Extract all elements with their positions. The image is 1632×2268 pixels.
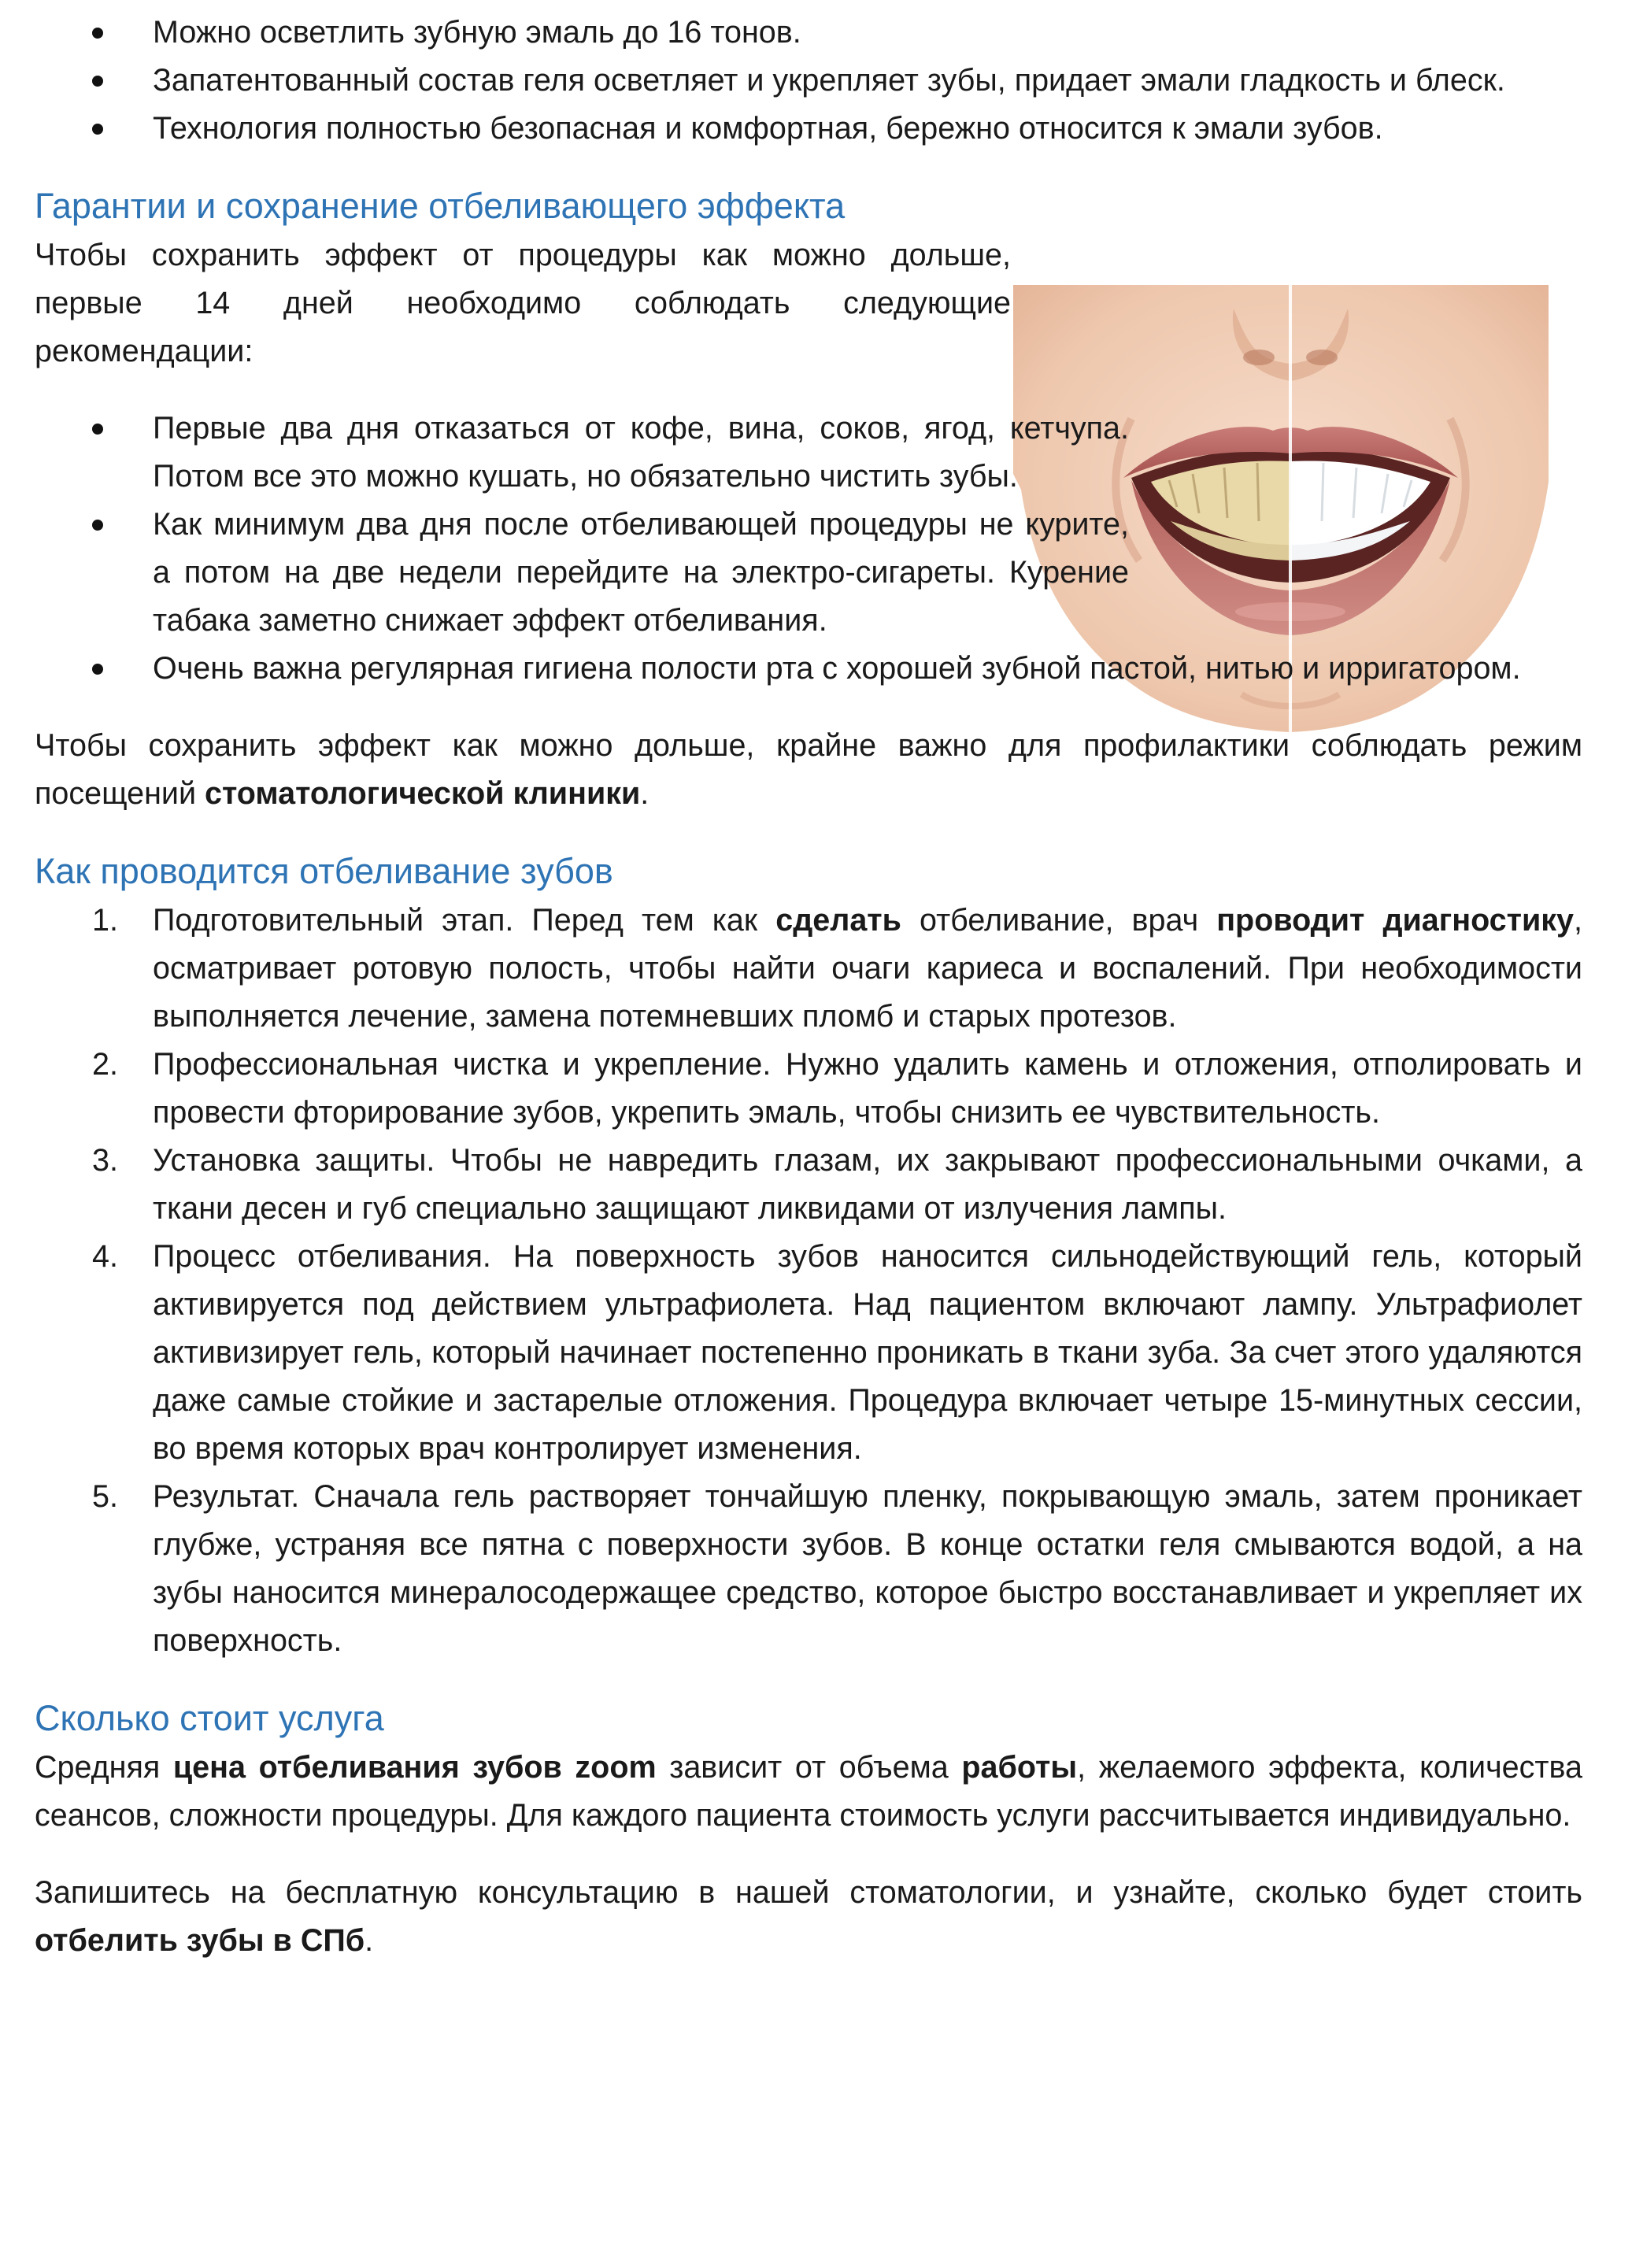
list-item: Запатентованный состав геля осветляет и укрепляет зубы, придает эмали гладкость и блеск. xyxy=(35,57,1582,105)
step-number: 3. xyxy=(92,1143,118,1178)
section-heading-price: Сколько стоит услуга xyxy=(35,1698,384,1738)
bullet-icon xyxy=(92,424,103,435)
list-item: Как минимум два дня после отбеливающей процедуры не курите, а потом на две недели перейдите на электро-сигареты. Курение табака заметно снижает эффект отбеливания. xyxy=(35,501,1129,645)
section-heading-process: Как проводится отбеливание зубов xyxy=(35,851,613,891)
list-item: 2. Профессиональная чистка и укрепление. Нужно удалить камень и отложения, отполировать и провести фторирование зубов, укрепить эмаль, чтобы снизить ее чувствительность. xyxy=(35,1041,1582,1137)
bullet-icon xyxy=(92,124,103,135)
bullet-icon xyxy=(92,28,103,39)
step-number: 4. xyxy=(92,1239,118,1274)
document-page xyxy=(35,0,1582,1965)
step-number: 1. xyxy=(92,903,118,938)
list-item: 5. Результат. Сначала гель растворяет тончайшую пленку, покрывающую эмаль, затем проникает глубже, устраняя все пятна с поверхности зубов. В конце остатки геля смываются водой, а на зубы наносится минералосодержащее средство, которое быстро восстанавливает и укрепляет их поверхность. xyxy=(35,1473,1582,1665)
step-number: 5. xyxy=(92,1479,118,1514)
bullet-icon xyxy=(92,664,103,675)
list-item: Первые два дня отказаться от кофе, вина, соков, ягод, кетчупа. Потом все это можно кушать, но обязательно чистить зубы. xyxy=(35,405,1129,501)
list-item: Можно осветлить зубную эмаль до 16 тонов. xyxy=(35,9,1582,57)
whitening-spb-link-text: отбелить зубы в СПб xyxy=(35,1923,365,1958)
intro-bullet-list xyxy=(35,9,1582,153)
list-item: 1. Подготовительный этап. Перед тем как сделать отбеливание, врач проводит диагностику, осматривает ротовую полость, чтобы найти очаги кариеса и воспалений. При необходимости выполняется лечение, замена потемневших пломб и старых протезов. xyxy=(35,897,1582,1041)
guarantee-bullet-list xyxy=(35,405,1582,693)
bullet-icon xyxy=(92,76,103,87)
price-paragraph: Средняя цена отбеливания зубов zoom зависит от объема работы, желаемого эффекта, количества сеансов, сложности процедуры. Для каждого пациента стоимость услуги рассчитывается индивидуально. xyxy=(35,1750,1582,1833)
bullet-icon xyxy=(92,520,103,531)
step-number: 2. xyxy=(92,1047,118,1082)
list-item: Технология полностью безопасная и комфортная, бережно относится к эмали зубов. xyxy=(35,105,1582,153)
list-item: Очень важна регулярная гигиена полости рта с хорошей зубной пастой, нитью и ирригатором. xyxy=(35,645,1582,693)
consultation-paragraph: Запишитесь на бесплатную консультацию в нашей стоматологии, и узнайте, сколько будет стоить отбелить зубы в СПб. xyxy=(35,1875,1582,1958)
clinic-link-text: стоматологической клиники xyxy=(205,776,641,811)
process-steps-list xyxy=(35,897,1582,1665)
guarantee-note: Чтобы сохранить эффект как можно дольше, крайне важно для профилактики соблюдать режим посещений стоматологической клиники. xyxy=(35,728,1582,811)
section-heading-guarantee: Гарантии и сохранение отбеливающего эффекта xyxy=(35,186,846,226)
list-item: 3. Установка защиты. Чтобы не навредить глазам, их закрывают профессиональными очками, а ткани десен и губ специально защищают ликвидами от излучения лампы. xyxy=(35,1137,1582,1233)
list-item: 4. Процесс отбеливания. На поверхность зубов наносится сильнодействующий гель, который активируется под действием ультрафиолета. Над пациентом включают лампу. Ультрафиолет активизирует гель, который начинает постепенно проникать в ткани зуба. За счет этого удаляются даже самые стойкие и застарелые отложения. Процедура включает четыре 15-минутных сессии, во время которых врач контролирует изменения. xyxy=(35,1233,1582,1473)
guarantee-intro: Чтобы сохранить эффект от процедуры как можно дольше, первые 14 дней необходимо соблюдать следующие рекомендации: xyxy=(35,238,1011,368)
